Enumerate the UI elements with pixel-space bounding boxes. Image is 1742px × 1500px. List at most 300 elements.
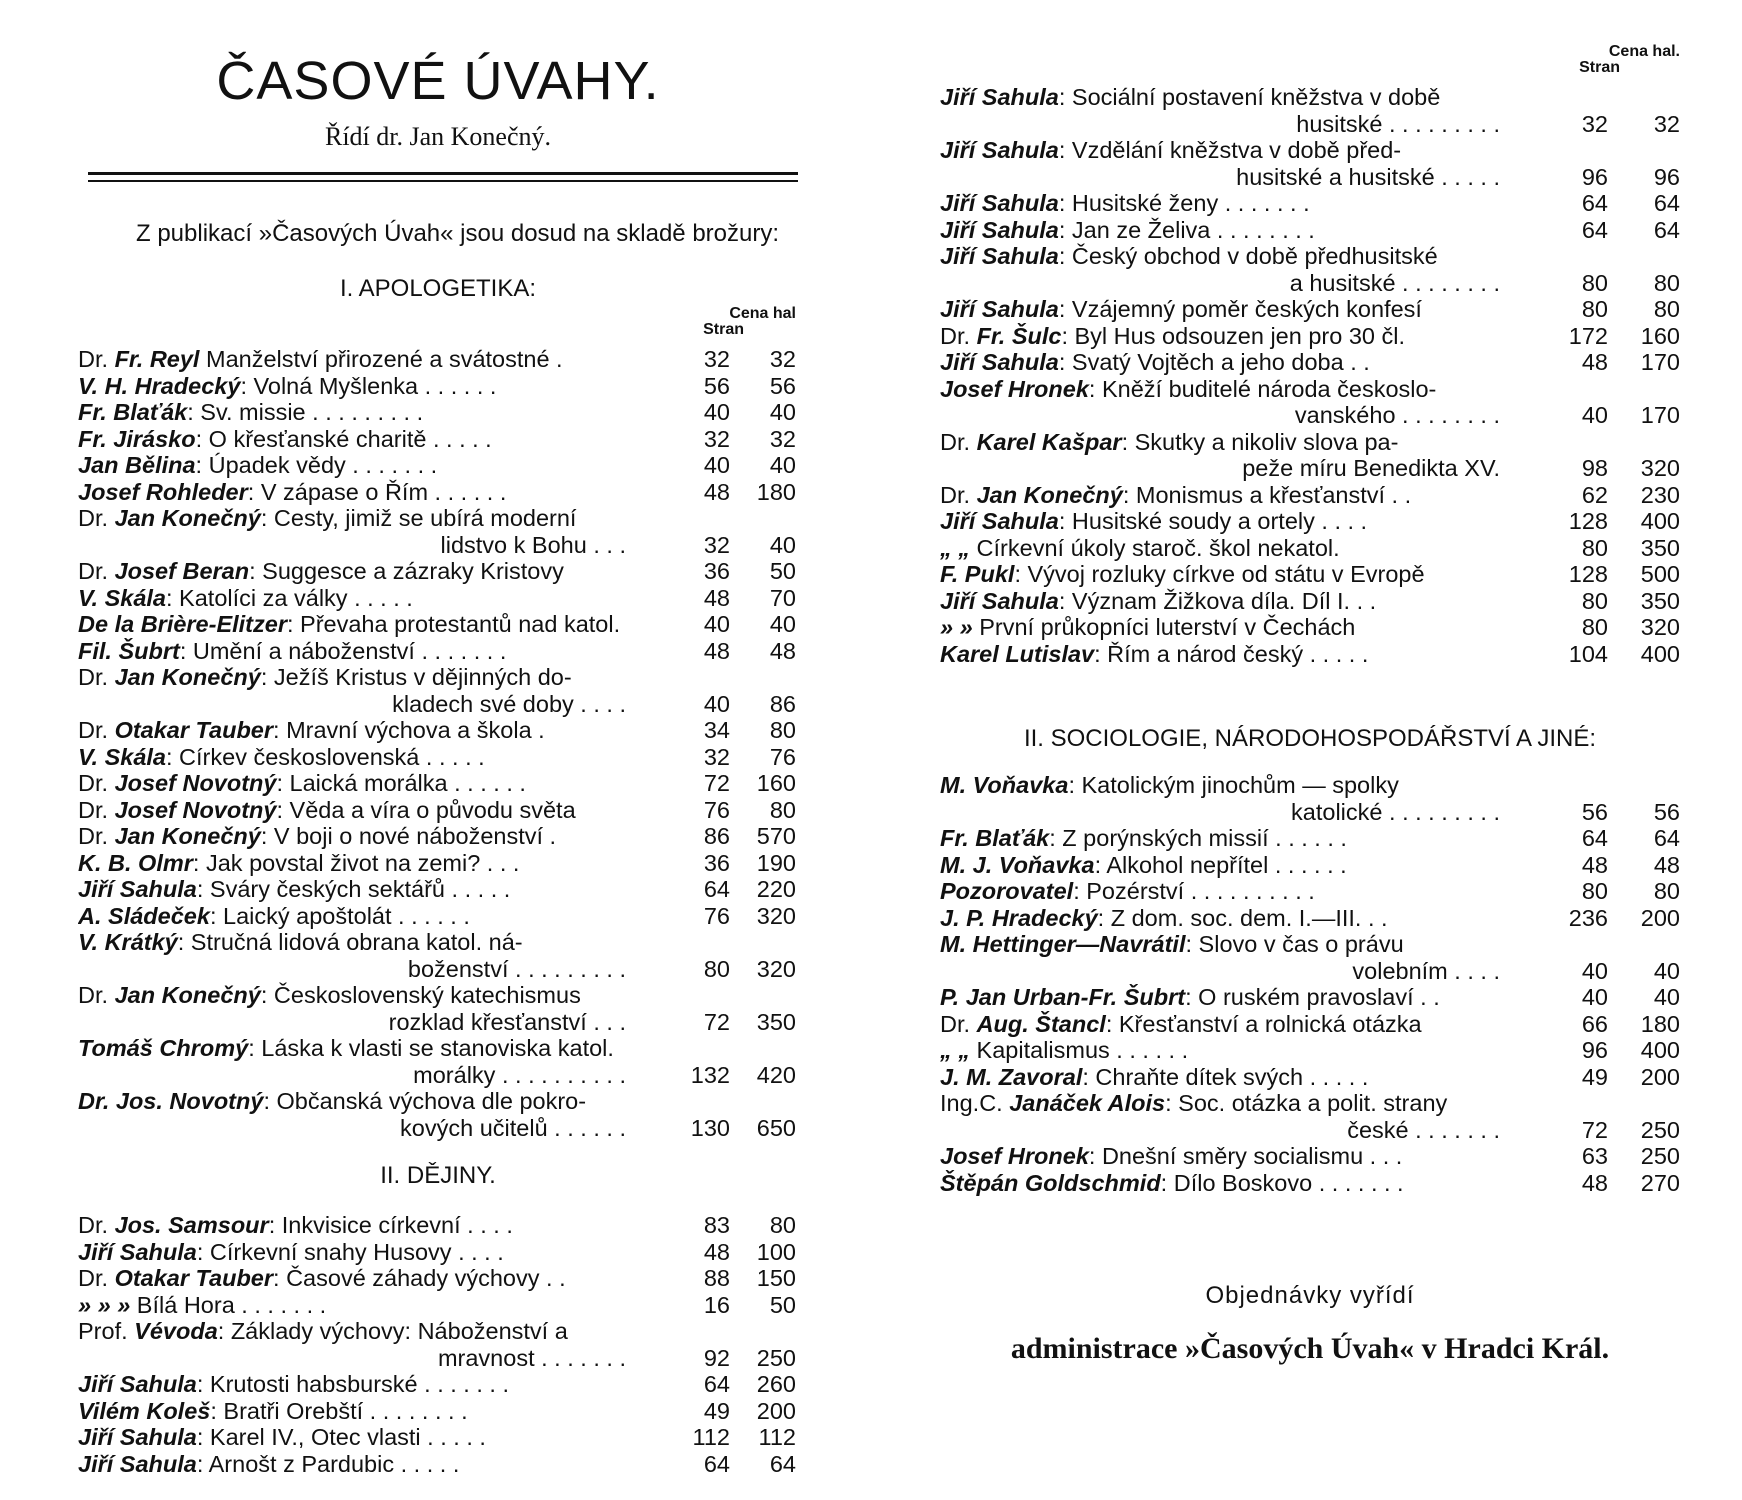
list-item: [78, 903, 796, 930]
entry-line: [940, 905, 1500, 932]
price: 32: [769, 346, 796, 372]
title: : Základy výchovy: Náboženství a: [217, 1318, 568, 1344]
price: 420: [756, 1061, 796, 1088]
author: V. Skála: [78, 584, 166, 611]
price: 250: [1640, 1116, 1680, 1143]
page-count: 40: [1581, 402, 1608, 428]
page-count: 32: [703, 531, 730, 558]
author: Jan Konečný: [976, 481, 1123, 508]
title: : Občanská výchova dle pokro-: [263, 1088, 587, 1114]
list-item: [78, 797, 796, 824]
title: : Sv. missie . . . . . . . . .: [187, 399, 424, 425]
price: 40: [769, 531, 796, 558]
author: Jan Bělina: [78, 452, 196, 478]
entry-line: [940, 825, 1500, 852]
title: : Slovo v čas o právu: [1185, 931, 1404, 957]
price: 250: [756, 1344, 796, 1371]
author: Fil. Šubrt: [78, 637, 180, 664]
list-item: [78, 876, 796, 903]
author: Vilém Koleš: [78, 1397, 211, 1424]
page-count: 49: [703, 1397, 730, 1424]
entry-line: [940, 852, 1500, 879]
entry-line: [940, 1037, 1500, 1064]
author: » » »: [78, 1291, 131, 1318]
title-continuation: husitské . . . . . . . . .: [1296, 110, 1500, 137]
author: Fr. Šulc: [976, 322, 1062, 349]
price: 48: [769, 637, 796, 664]
page-count: 62: [1581, 481, 1608, 508]
author-prefix: Dr.: [78, 796, 115, 823]
title: : Převaha protestantů nad katol.: [286, 611, 621, 637]
page-count: 80: [1581, 878, 1608, 904]
page-count: 83: [703, 1212, 730, 1238]
title: : Laický apoštolát . . . . . .: [209, 902, 470, 929]
entry-line: [78, 585, 626, 612]
price: 100: [756, 1238, 796, 1265]
list-item: [940, 376, 1680, 429]
entry-line: [78, 664, 626, 691]
entry-line: [78, 346, 626, 373]
price: 270: [1640, 1169, 1680, 1196]
list-item: [940, 1064, 1680, 1091]
author: Jiří Sahula: [940, 508, 1059, 534]
entry-line: [78, 1239, 626, 1266]
entry-line: [940, 243, 1500, 270]
author-prefix: Dr.: [78, 982, 115, 1008]
title-continuation: peže míru Benedikta XV.: [1242, 455, 1500, 481]
page-count: 86: [703, 823, 730, 849]
title: : Cesty, jimiž se ubírá moderní: [260, 505, 577, 531]
price: 50: [769, 1291, 796, 1318]
price: 40: [769, 399, 796, 425]
list-item: [940, 931, 1680, 984]
title: : Sváry českých sektářů . . . . .: [196, 876, 511, 902]
title: : Krutosti habsburské . . . . . . .: [196, 1371, 510, 1397]
list-item: [78, 1451, 796, 1478]
entry-line: [78, 850, 626, 877]
author: V. Krátký: [78, 929, 178, 955]
price: 230: [1640, 481, 1680, 508]
page-count: 64: [703, 1371, 730, 1397]
entry-line: [78, 479, 626, 506]
title-continuation: husitské a husitské . . . . .: [1236, 163, 1500, 190]
entry-line: [78, 1371, 626, 1398]
title: : Arnošt z Pardubic . . . . .: [196, 1450, 460, 1477]
title: : Volná Myšlenka . . . . . .: [240, 372, 497, 399]
price: 64: [1653, 825, 1680, 851]
entry-line: [940, 323, 1500, 350]
price: 80: [1653, 878, 1680, 904]
author-prefix: Dr.: [78, 558, 115, 584]
price: 48: [1653, 851, 1680, 878]
section-heading-sociologie: II. SOCIOLOGIE, NÁRODOHOSPODÁŘSTVÍ A JINÉ:: [1023, 725, 1597, 752]
title: : Inkvisice církevní . . . .: [268, 1212, 513, 1238]
title: : Jan ze Želiva . . . . . . . .: [1058, 216, 1315, 243]
page-count: 40: [1581, 984, 1608, 1010]
dejiny-list: [78, 1212, 796, 1477]
author: Štěpán Goldschmid: [940, 1169, 1161, 1196]
entry-line: [940, 641, 1500, 668]
entry-line: [940, 614, 1500, 641]
entry-line: [940, 772, 1500, 799]
title-continuation: české . . . . . . .: [1347, 1116, 1500, 1143]
price: 350: [756, 1008, 796, 1035]
price: 80: [1653, 296, 1680, 322]
title: : Pozérství . . . . . . . . . .: [1073, 878, 1315, 904]
page-count: 80: [1581, 614, 1608, 640]
list-item: [78, 823, 796, 850]
list-item: [940, 984, 1680, 1011]
price: 200: [756, 1397, 796, 1424]
pages-header: Stran: [1579, 59, 1620, 76]
price: 56: [1653, 798, 1680, 825]
list-item: [940, 508, 1680, 535]
entry-line: [78, 1398, 626, 1425]
page-count: 32: [703, 743, 730, 770]
author: „ „: [940, 534, 971, 561]
price: 70: [769, 584, 796, 611]
page-count: 76: [703, 796, 730, 823]
price: 320: [756, 955, 796, 982]
price: 40: [769, 452, 796, 478]
author-prefix: Prof.: [78, 1318, 135, 1344]
author: Jiří Sahula: [78, 876, 197, 902]
price: 190: [756, 849, 796, 876]
author: Jiří Sahula: [78, 1238, 197, 1265]
list-item: [940, 137, 1680, 190]
price: 32: [1653, 110, 1680, 137]
page-count: 172: [1568, 322, 1608, 349]
title: : Bratři Orebští . . . . . . . .: [210, 1397, 468, 1424]
title: : Ježíš Kristus v dějinných do-: [260, 664, 572, 690]
author-prefix: Dr.: [940, 1010, 977, 1037]
title: : Dílo Boskovo . . . . . . .: [1160, 1169, 1404, 1196]
author: Jiří Sahula: [78, 1450, 197, 1477]
title: První průkopníci luterství v Čechách: [972, 614, 1356, 640]
title: : Vzdělání kněžstva v době před-: [1058, 137, 1402, 163]
title: : Katolíci za války . . . . .: [166, 584, 413, 611]
author: M. Hettinger—Navrátil: [940, 931, 1186, 957]
author: Josef Novotný: [114, 770, 277, 796]
price: 112: [758, 1424, 796, 1450]
page-count: 104: [1568, 640, 1608, 667]
sociologie-list: [940, 772, 1680, 1196]
author: Tomáš Chromý: [78, 1035, 249, 1061]
author: Jan Konečný: [114, 982, 261, 1008]
page-count: 32: [703, 425, 730, 452]
page-count: 48: [703, 584, 730, 611]
list-item: [78, 664, 796, 717]
title: : Laická morálka . . . . . .: [276, 770, 526, 796]
page-count: 32: [703, 346, 730, 372]
title-continuation: lidstvo k Bohu . . .: [440, 531, 626, 558]
list-item: [78, 611, 796, 638]
list-item: [78, 558, 796, 585]
title: : Stručná lidová obrana katol. ná-: [177, 929, 523, 955]
page-count: 48: [703, 637, 730, 664]
author: Jan Konečný: [114, 664, 261, 690]
list-item: [940, 296, 1680, 323]
author-prefix: Dr.: [78, 505, 115, 531]
list-item: [940, 217, 1680, 244]
author: Jiří Sahula: [940, 190, 1059, 216]
page-count: 64: [1581, 825, 1608, 851]
entry-line: [940, 190, 1500, 217]
author: Josef Beran: [114, 558, 250, 584]
page-count: 130: [690, 1114, 730, 1141]
price: 320: [1640, 614, 1680, 640]
price: 160: [1640, 322, 1680, 349]
list-item: [78, 1035, 796, 1088]
title: : Mravní výchova a škola .: [273, 717, 545, 743]
price: 570: [756, 823, 796, 849]
page-count: 32: [1581, 110, 1608, 137]
list-item: [940, 535, 1680, 562]
author: V. Skála: [78, 743, 166, 770]
author: M. Voňavka: [940, 772, 1069, 798]
price: 180: [756, 478, 796, 505]
list-item: [78, 1212, 796, 1239]
list-item: [940, 641, 1680, 668]
title: : Kněží buditelé národa českoslo-: [1088, 375, 1437, 402]
title-continuation: volebním . . . .: [1352, 957, 1500, 984]
list-item: [940, 1170, 1680, 1197]
entry-line: [78, 505, 626, 532]
page-count: 128: [1568, 561, 1608, 587]
price: 76: [769, 743, 796, 770]
page-count: 49: [1581, 1063, 1608, 1090]
page-count: 64: [703, 876, 730, 902]
title: : Řím a národ český . . . . .: [1094, 640, 1369, 667]
price-header: Cena hal.: [1608, 43, 1680, 60]
author-prefix: Dr.: [940, 322, 977, 349]
list-item: [940, 852, 1680, 879]
column-header-left: [646, 306, 796, 338]
author-prefix: Dr.: [78, 1212, 115, 1238]
list-item: [940, 429, 1680, 482]
title: : Chraňte dítek svých . . . . .: [1082, 1063, 1369, 1090]
list-item: [78, 1239, 796, 1266]
page-count: 80: [1581, 587, 1608, 614]
title: : Z dom. soc. dem. I.—III. . .: [1097, 904, 1388, 931]
author: K. B. Olmr: [78, 849, 193, 876]
price: 320: [1640, 455, 1680, 481]
title-continuation: vanského . . . . . . . .: [1294, 402, 1500, 428]
entry-line: [78, 426, 626, 453]
author: Jiří Sahula: [78, 1371, 197, 1397]
list-item: [78, 1424, 796, 1451]
author: J. M. Zavoral: [940, 1063, 1083, 1090]
page-count: 76: [703, 902, 730, 929]
author: A. Sládeček: [78, 902, 210, 929]
page-count: 128: [1568, 508, 1608, 534]
title: Církevní úkoly staroč. škol nekatol.: [970, 534, 1340, 561]
author: » »: [940, 614, 973, 640]
author: V. H. Hradecký: [78, 372, 241, 399]
list-item: [940, 1011, 1680, 1038]
entry-line: [940, 508, 1500, 535]
pages-header: Stran: [703, 321, 744, 338]
page-count: 36: [703, 849, 730, 876]
page-count: 63: [1581, 1143, 1608, 1169]
page-count: 40: [703, 611, 730, 637]
title-continuation: boženství . . . . . . . . .: [407, 955, 626, 982]
price: 400: [1640, 1037, 1680, 1063]
entry-line: [78, 1035, 626, 1062]
author: De la Brière-Elitzer: [78, 611, 287, 637]
author: Jiří Sahula: [940, 349, 1059, 375]
page-count: 40: [1581, 957, 1608, 984]
author-prefix: Dr.: [78, 717, 115, 743]
entry-line: [78, 1451, 626, 1478]
entry-line: [78, 399, 626, 426]
price: 40: [769, 611, 796, 637]
list-item: [940, 1037, 1680, 1064]
intro-text: Z publikací »Časových Úvah« jsou dosud na skladě brožury:: [136, 220, 780, 247]
author: Jiří Sahula: [940, 137, 1059, 163]
entry-line: [940, 984, 1500, 1011]
entry-line: [78, 1292, 626, 1319]
entry-line: [78, 452, 626, 479]
entry-line: [78, 1318, 626, 1345]
price: 64: [1653, 216, 1680, 243]
list-item: [78, 717, 796, 744]
entry-line: [940, 878, 1500, 905]
author: Jan Konečný: [114, 505, 261, 531]
price: 400: [1640, 508, 1680, 534]
entry-line: [78, 823, 626, 850]
author: Josef Novotný: [114, 796, 277, 823]
double-rule-bottom: [88, 180, 798, 182]
list-item: [940, 349, 1680, 376]
entry-line: [940, 1143, 1500, 1170]
entry-line: [940, 429, 1500, 456]
list-item: [78, 982, 796, 1035]
price: 96: [1653, 163, 1680, 190]
page-count: 64: [1581, 216, 1608, 243]
price: 80: [769, 796, 796, 823]
price: 80: [1653, 269, 1680, 296]
order-note: Objednávky vyřídí: [1205, 1282, 1415, 1309]
page-count: 34: [703, 717, 730, 743]
list-item: [78, 1088, 796, 1141]
page-count: 96: [1581, 163, 1608, 190]
title: : Vzájemný poměr českých konfesí: [1058, 296, 1422, 322]
page-count: 40: [703, 690, 730, 717]
entry-line: [78, 1424, 626, 1451]
author: Jiří Sahula: [940, 84, 1059, 110]
entry-line: [78, 717, 626, 744]
title: : Křesťanství a rolnická otázka: [1105, 1010, 1422, 1037]
list-item: [78, 770, 796, 797]
title: : Církev československá . . . . .: [166, 743, 485, 770]
list-item: [940, 482, 1680, 509]
column-header-right: [1530, 44, 1680, 76]
title: : Katolickým jinochům — spolky: [1068, 772, 1399, 798]
title-continuation: katolické . . . . . . . . .: [1291, 798, 1500, 825]
author: Josef Hronek: [940, 375, 1089, 402]
list-item: [940, 1090, 1680, 1143]
entry-line: [940, 931, 1500, 958]
price: 64: [1653, 190, 1680, 216]
page-count: 72: [703, 1008, 730, 1035]
author: P. Jan Urban-Fr. Šubrt: [940, 984, 1186, 1010]
list-item: [940, 772, 1680, 825]
list-item: [78, 399, 796, 426]
entry-line: [940, 1090, 1500, 1117]
page-count: 72: [1581, 1116, 1608, 1143]
title: : Soc. otázka a polit. strany: [1165, 1090, 1448, 1116]
price: 150: [756, 1265, 796, 1291]
author: Dr. Jos. Novotný: [78, 1088, 264, 1114]
title: : O křesťanské charitě . . . . .: [195, 425, 492, 452]
title: : V boji o nové náboženství .: [260, 823, 557, 849]
page-count: 48: [1581, 851, 1608, 878]
title-continuation: kladech své doby . . . .: [392, 690, 626, 717]
entry-line: [940, 84, 1500, 111]
entry-line: [940, 588, 1500, 615]
list-item: [78, 1371, 796, 1398]
author: Pozorovatel: [940, 878, 1074, 904]
list-item: [78, 929, 796, 982]
price: 86: [769, 690, 796, 717]
price: 40: [1653, 957, 1680, 984]
entry-line: [940, 561, 1500, 588]
page-count: 132: [690, 1061, 730, 1088]
list-item: [78, 452, 796, 479]
title: : Láska k vlasti se stanoviska katol.: [248, 1035, 614, 1061]
entry-line: [78, 373, 626, 400]
page-count: 80: [1581, 296, 1608, 322]
price: 80: [769, 1212, 796, 1238]
page-count: 48: [1581, 1169, 1608, 1196]
entry-line: [940, 349, 1500, 376]
title: : Skutky a nikoliv slova pa-: [1121, 428, 1399, 455]
author: Fr. Jirásko: [78, 425, 196, 452]
entry-line: [78, 929, 626, 956]
title: : V zápase o Řím . . . . . .: [247, 478, 507, 505]
price: 320: [756, 902, 796, 929]
list-item: [78, 585, 796, 612]
price: 350: [1640, 587, 1680, 614]
price: 56: [769, 372, 796, 399]
page-count: 112: [692, 1424, 730, 1450]
title: : Jak povstal život na zemi? . . .: [192, 849, 520, 876]
price: 400: [1640, 640, 1680, 667]
price: 32: [769, 425, 796, 452]
entry-line: [940, 1170, 1500, 1197]
list-item: [940, 614, 1680, 641]
price: 200: [1640, 1063, 1680, 1090]
author: J. P. Hradecký: [940, 904, 1098, 931]
author-prefix: Ing.C.: [940, 1090, 1010, 1116]
author: F. Pukl: [940, 561, 1015, 587]
editor-line: Řídí dr. Jan Konečný.: [324, 122, 552, 151]
section-heading-dejiny: II. DĚJINY.: [380, 1162, 496, 1189]
author: Otakar Tauber: [114, 1265, 274, 1291]
author-prefix: Dr.: [78, 823, 115, 849]
title: : Dnešní směry socialismu . . .: [1088, 1143, 1403, 1169]
author-prefix: Dr.: [78, 1265, 115, 1291]
list-item: [78, 850, 796, 877]
author: Otakar Tauber: [114, 717, 274, 743]
list-item: [78, 505, 796, 558]
author: Jiří Sahula: [940, 243, 1059, 269]
list-item: [78, 479, 796, 506]
list-item: [78, 346, 796, 373]
price: 350: [1640, 534, 1680, 561]
page-count: 72: [703, 770, 730, 796]
